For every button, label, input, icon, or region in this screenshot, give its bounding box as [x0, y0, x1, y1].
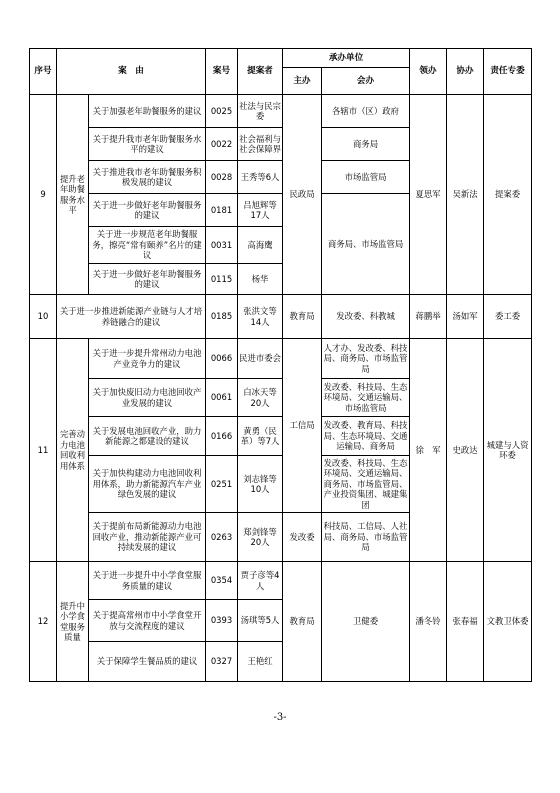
- proposal-topic: 关于提升我市老年助餐服务水平的建议: [89, 128, 206, 161]
- proposer: 杨华: [238, 264, 283, 295]
- co-org: 各辖市（区）政府: [322, 95, 410, 128]
- lead-org: 民政局: [283, 95, 322, 295]
- co-org: 卫健委: [322, 562, 410, 682]
- case-number: 0066: [206, 339, 238, 379]
- case-number: 0028: [206, 161, 238, 194]
- group-number: 9: [30, 95, 57, 295]
- proposer: 贾子彦等4人: [238, 562, 283, 600]
- proposal-topic: 关于提前布局新能源动力电池回收产业，推动新能源产业可持续发展的建议: [89, 513, 206, 562]
- proposer: 刘志锋等10人: [238, 456, 283, 513]
- case-number: 0251: [206, 456, 238, 513]
- assist: 汤如军: [447, 295, 484, 339]
- proposer: 社会福利与社会保障界: [238, 128, 283, 161]
- lead-org: 工信局: [283, 339, 322, 513]
- committee: 文教卫体委: [484, 562, 532, 682]
- case-number: 0327: [206, 642, 238, 682]
- case-number: 0181: [206, 194, 238, 227]
- group-number: 12: [30, 562, 57, 682]
- case-number: 0263: [206, 513, 238, 562]
- leader: 徐 军: [410, 339, 447, 562]
- header-assist: 协办: [447, 49, 484, 95]
- header-co-org: 会办: [322, 68, 410, 95]
- header-lead-org: 主办: [283, 68, 322, 95]
- assist: 张春福: [447, 562, 484, 682]
- case-number: 0185: [206, 295, 238, 339]
- proposer: 高海鹰: [238, 227, 283, 264]
- lead-org: 教育局: [283, 562, 322, 682]
- case-number: 0061: [206, 379, 238, 417]
- proposer: 社法与民宗委: [238, 95, 283, 128]
- co-org: 发改委、科技局、生态环境局、交通运输局、市场监管局: [322, 379, 410, 417]
- proposal-topic: 关于保障学生餐品质的建议: [89, 642, 206, 682]
- co-org: 市场监管局: [322, 161, 410, 194]
- proposal-topic: 关于进一步推进新能源产业链与人才培养链融合的建议: [57, 295, 206, 339]
- case-number: 0354: [206, 562, 238, 600]
- co-org: 商务局: [322, 128, 410, 161]
- co-org: 发改委、教育局、科技局、生态环境局、交通运输局、商务局: [322, 417, 410, 456]
- header-topic: 案 由: [57, 49, 206, 95]
- assist: 史政达: [447, 339, 484, 562]
- proposer: 王秀等6人: [238, 161, 283, 194]
- page-number: -3-: [273, 712, 287, 723]
- leader: 潘冬铃: [410, 562, 447, 682]
- proposer: 民进市委会: [238, 339, 283, 379]
- case-number: 0022: [206, 128, 238, 161]
- header-case-no: 案号: [206, 49, 238, 95]
- committee: 城建与人资环委: [484, 339, 532, 562]
- group-label: 提升老年助餐服务水平: [57, 95, 89, 295]
- proposal-topic: 关于推进我市老年助餐服务积极发展的建议: [89, 161, 206, 194]
- proposal-table: [29, 48, 532, 682]
- assist: 吴新法: [447, 95, 484, 295]
- group-label: 提升中小学食堂服务质量: [57, 562, 89, 682]
- proposal-topic: 关于进一步提升中小学食堂服务质量的建议: [89, 562, 206, 600]
- proposer: 白冰天等20人: [238, 379, 283, 417]
- case-number: 0166: [206, 417, 238, 456]
- case-number: 0031: [206, 227, 238, 264]
- proposal-topic: 关于进一步提升常州动力电池产业竞争力的建议: [89, 339, 206, 379]
- proposal-topic: 关于进一步规范老年助餐服务，擦亮“常有颐养”名片的建议: [89, 227, 206, 264]
- lead-org: 发改委: [283, 513, 322, 562]
- group-number: 11: [30, 339, 57, 562]
- proposal-topic: 关于进一步做好老年助餐服务的建议: [89, 264, 206, 295]
- case-number: 0025: [206, 95, 238, 128]
- case-number: 0115: [206, 264, 238, 295]
- proposal-topic: 关于提高常州市中小学食堂开放与交流程度的建议: [89, 600, 206, 642]
- committee: 委工委: [484, 295, 532, 339]
- proposer: 郑剑锋等20人: [238, 513, 283, 562]
- co-org: 人才办、发改委、科技局、商务局、市场监管局: [322, 339, 410, 379]
- proposer: 王艳红: [238, 642, 283, 682]
- case-number: 0393: [206, 600, 238, 642]
- header-undertaking: 承办单位: [283, 49, 410, 68]
- co-org: 发改委、科教城: [322, 295, 410, 339]
- leader: 蒋鹏举: [410, 295, 447, 339]
- proposer: 张洪文等14人: [238, 295, 283, 339]
- header-leader: 领办: [410, 49, 447, 95]
- proposal-topic: 关于加快构建动力电池回收利用体系，助力新能源汽车产业绿色发展的建议: [89, 456, 206, 513]
- proposal-topic: 关于加强老年助餐服务的建议: [89, 95, 206, 128]
- proposal-topic: 关于进一步做好老年助餐服务的建议: [89, 194, 206, 227]
- co-org: 科技局、工信局、人社局、商务局、市场监管局: [322, 513, 410, 562]
- proposal-topic: 关于加快废旧动力电池回收产业发展的建议: [89, 379, 206, 417]
- header-committee: 责任专委: [484, 49, 532, 95]
- leader: 夏思军: [410, 95, 447, 295]
- proposer: 汤琪等5人: [238, 600, 283, 642]
- proposal-topic: 关于发展电池回收产业，助力新能源之都建设的建议: [89, 417, 206, 456]
- co-org: 发改委、科技局、生态环境局、交通运输局、商务局、市场监管局、产业投资集团、城建集团: [322, 456, 410, 513]
- proposer: 黄勇（民革）等7人: [238, 417, 283, 456]
- proposer: 吕旭辉等17人: [238, 194, 283, 227]
- header-proposer: 提案者: [238, 49, 283, 95]
- header-seq: 序号: [30, 49, 57, 95]
- committee: 提案委: [484, 95, 532, 295]
- lead-org: 教育局: [283, 295, 322, 339]
- group-number: 10: [30, 295, 57, 339]
- co-org: 商务局、市场监管局: [322, 194, 410, 295]
- group-label: 完善动力电池回收利用体系: [57, 339, 89, 562]
